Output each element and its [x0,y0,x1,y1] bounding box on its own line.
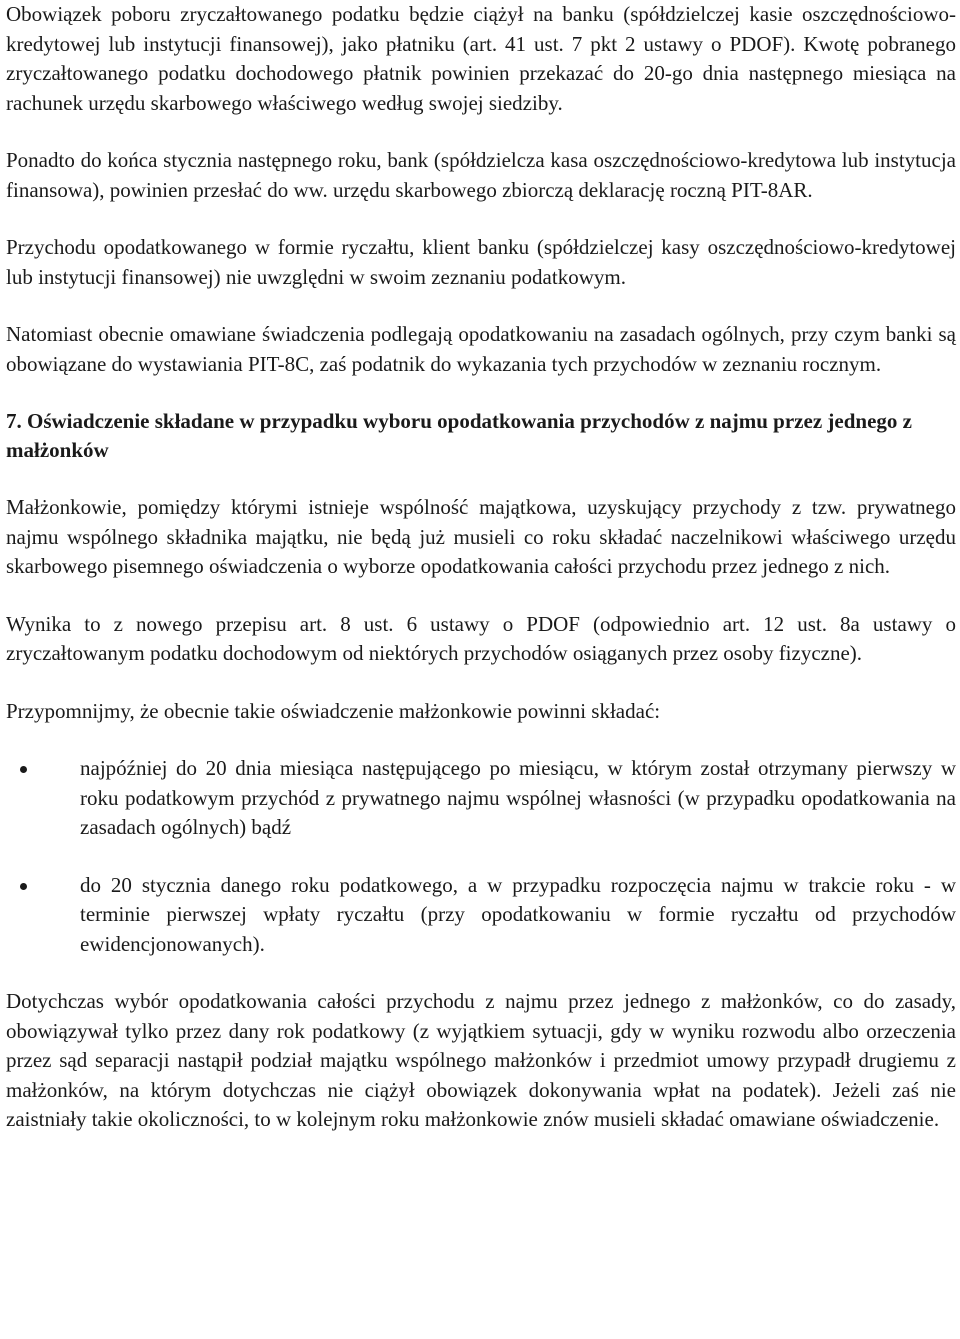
paragraph-pit-8ar-declaration: Ponadto do końca stycznia następnego roku, bank (spółdzielcza kasa oszczędnościowo-kredytowa lub instytucja finansowa), powinien przesłać do ww. urzędu skarbowego zbiorczą deklarację roczną PIT-8AR. [6,148,956,202]
paragraph-general-rules-taxation: Natomiast obecnie omawiane świadczenia podlegają opodatkowaniu na zasadach ogólnych, przy czym banki są obowiązane do wystawiania PIT-8C, zaś podatnik do wykazania tych przychodów w zeznaniu rocznym. [6,322,956,376]
paragraph-tax-collection-obligation: Obowiązek poboru zryczałtowanego podatku będzie ciążył na banku (spółdzielczej kasie oszczędnościowo-kredytowej lub instytucji finansowej), jako płatniku (art. 41 ust. 7 pkt 2 ustawy o PDOF). Kwotę pobranego zryczałtowanego podatku dochodowego płatnik powinien przekazać do 20-go dnia następnego miesiąca na rachunek urzędu skarbowego właściwego według swojej siedziby. [6,2,956,115]
paragraph-previous-rules: Dotychczas wybór opodatkowania całości przychodu z najmu przez jednego z małżonków, co do zasady, obowiązywał tylko przez dany rok podatkowy (z wyjątkiem sytuacji, gdy w wyniku rozwodu albo orzeczenia przez sąd separacji nastąpił podział majątku wspólnego małżonków i przedmiot umowy przypadł drugiemu z małżonków, na którym dotychczas nie ciążył obowiązek dokonywania wpłat na podatek). Jeżeli zaś nie zaistniały takie okoliczności, to w kolejnym roku małżonkowie znów musieli składać omawiane oświadczenie. [6,989,956,1131]
paragraph-lump-sum-income: Przychodu opodatkowanego w formie ryczałtu, klient banku (spółdzielczej kasy oszczędnościowo-kredytowej lub instytucji finansowej) nie uwzględni w swoim zeznaniu podatkowym. [6,235,956,289]
paragraph-spouses-rental: Małżonkowie, pomiędzy którymi istnieje wspólność majątkowa, uzyskujący przychody z tzw. prywatnego najmu wspólnego składnika majątku, nie będą już musieli co roku składać naczelnikowi właściwego urzędu skarbowego pisemnego oświadczenia o wyborze opodatkowania całości przychodu przez jednego z nich. [6,495,956,578]
document-page [6,0,956,1135]
list-item [6,754,956,843]
paragraph-legal-basis: Wynika to z nowego przepisu art. 8 ust. 6 ustawy o PDOF (odpowiednio art. 12 ust. 8a ustawy o zryczałtowanym podatku dochodowym od niektórych przychodów osiąganych przez osoby fizyczne). [6,611,956,665]
bullet-icon [20,766,27,773]
paragraph-reminder: Przypomnijmy, że obecnie takie oświadczenie małżonkowie powinni składać: [6,698,661,723]
list-item-text: do 20 stycznia danego roku podatkowego, a w przypadku rozpoczęcia najmu w trakcie roku - w terminie pierwszej wpłaty ryczałtu (przy opodatkowaniu w formie ryczałtu od przychodów ewidencjonowanych). [80,872,956,956]
bullet-icon [20,883,27,890]
list-item [6,871,956,960]
deadline-list [6,754,956,959]
list-item-text: najpóźniej do 20 dnia miesiąca następującego po miesiącu, w którym został otrzymany pierwszy w roku podatkowym przychód z prywatnego najmu wspólnej własności (w przypadku opodatkowania na zasadach ogólnych) bądź [80,756,956,839]
section-heading-7: 7. Oświadczenie składane w przypadku wyboru opodatkowania przychodów z najmu przez jednego z małżonków [6,409,912,462]
